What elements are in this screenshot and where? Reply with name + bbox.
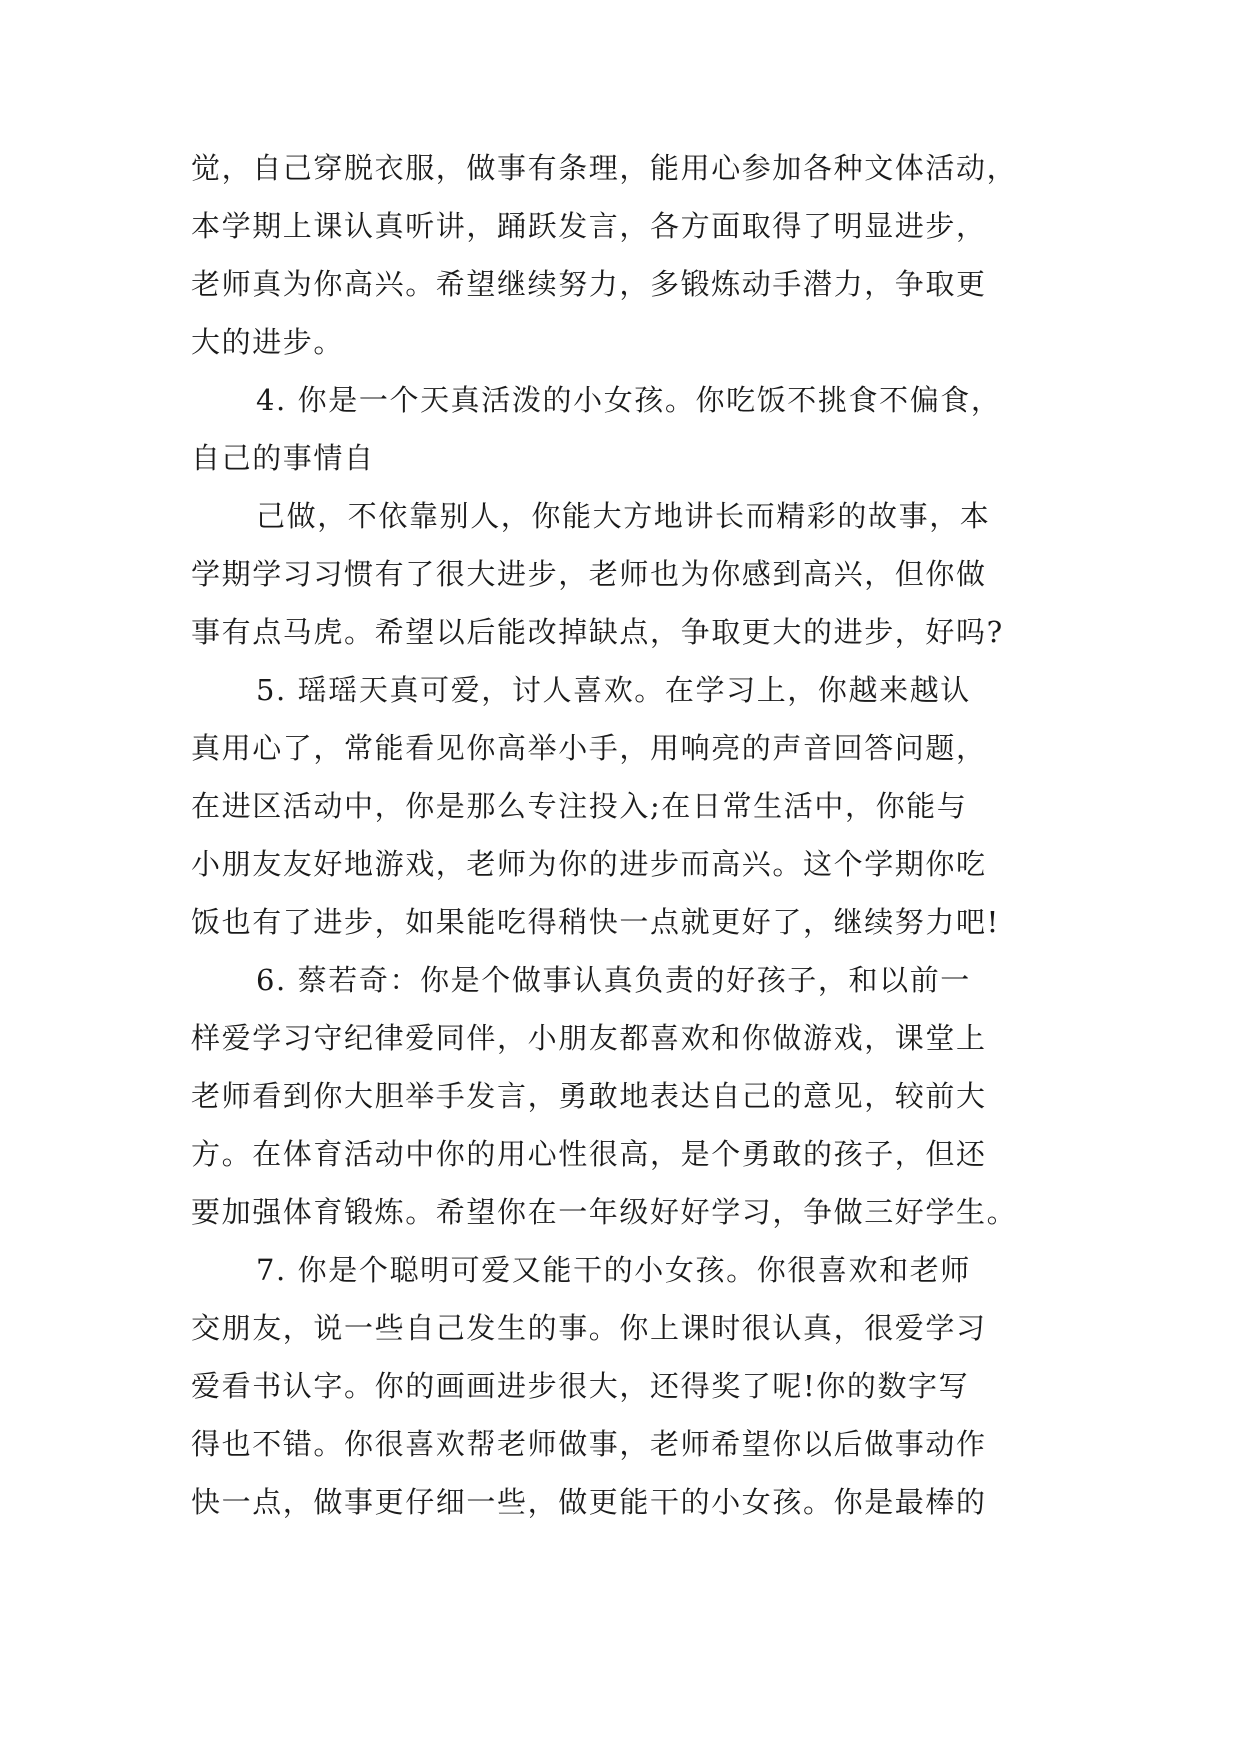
text-line: 要加强体育锻炼。希望你在一年级好好学习，争做三好学生。 bbox=[191, 1195, 1018, 1229]
text-line: 本学期上课认真听讲，踊跃发言，各方面取得了明显进步， bbox=[191, 209, 987, 243]
text-line: 觉，自己穿脱衣服，做事有条理，能用心参加各种文体活动， bbox=[191, 151, 1018, 185]
text-line: 4. 你是一个天真活泼的小女孩。你吃饭不挑食不偏食， bbox=[256, 383, 1002, 417]
text-line: 小朋友友好地游戏，老师为你的进步而高兴。这个学期你吃 bbox=[191, 847, 987, 881]
text-line: 事有点马虎。希望以后能改掉缺点，争取更大的进步，好吗? bbox=[191, 615, 1004, 649]
text-line: 饭也有了进步，如果能吃得稍快一点就更好了，继续努力吧! bbox=[191, 905, 1000, 939]
text-line: 爱看书认字。你的画画进步很大，还得奖了呢!你的数字写 bbox=[191, 1369, 970, 1403]
text-line: 得也不错。你很喜欢帮老师做事，老师希望你以后做事动作 bbox=[191, 1427, 987, 1461]
text-line: 老师看到你大胆举手发言，勇敢地表达自己的意见，较前大 bbox=[191, 1079, 987, 1113]
text-line: 快一点，做事更仔细一些，做更能干的小女孩。你是最棒的 bbox=[191, 1485, 987, 1519]
text-line: 自己的事情自 bbox=[191, 441, 375, 475]
text-line: 样爱学习守纪律爱同伴，小朋友都喜欢和你做游戏，课堂上 bbox=[191, 1021, 987, 1055]
text-line: 学期学习习惯有了很大进步，老师也为你感到高兴，但你做 bbox=[191, 557, 987, 591]
text-line: 在进区活动中，你是那么专注投入;在日常生活中，你能与 bbox=[191, 789, 968, 823]
text-line: 交朋友，说一些自己发生的事。你上课时很认真，很爱学习 bbox=[191, 1311, 987, 1345]
text-line: 方。在体育活动中你的用心性很高，是个勇敢的孩子，但还 bbox=[191, 1137, 987, 1171]
text-line: 大的进步。 bbox=[191, 325, 345, 359]
text-line: 7. 你是个聪明可爱又能干的小女孩。你很喜欢和老师 bbox=[256, 1253, 971, 1287]
text-line: 5. 瑶瑶天真可爱，讨人喜欢。在学习上，你越来越认 bbox=[256, 673, 971, 707]
text-line: 真用心了，常能看见你高举小手，用响亮的声音回答问题， bbox=[191, 731, 987, 765]
text-line: 6. 蔡若奇：你是个做事认真负责的好孩子，和以前一 bbox=[256, 963, 971, 997]
text-line: 老师真为你高兴。希望继续努力，多锻炼动手潜力，争取更 bbox=[191, 267, 987, 301]
text-line: 己做，不依靠别人，你能大方地讲长而精彩的故事，本 bbox=[256, 499, 991, 533]
